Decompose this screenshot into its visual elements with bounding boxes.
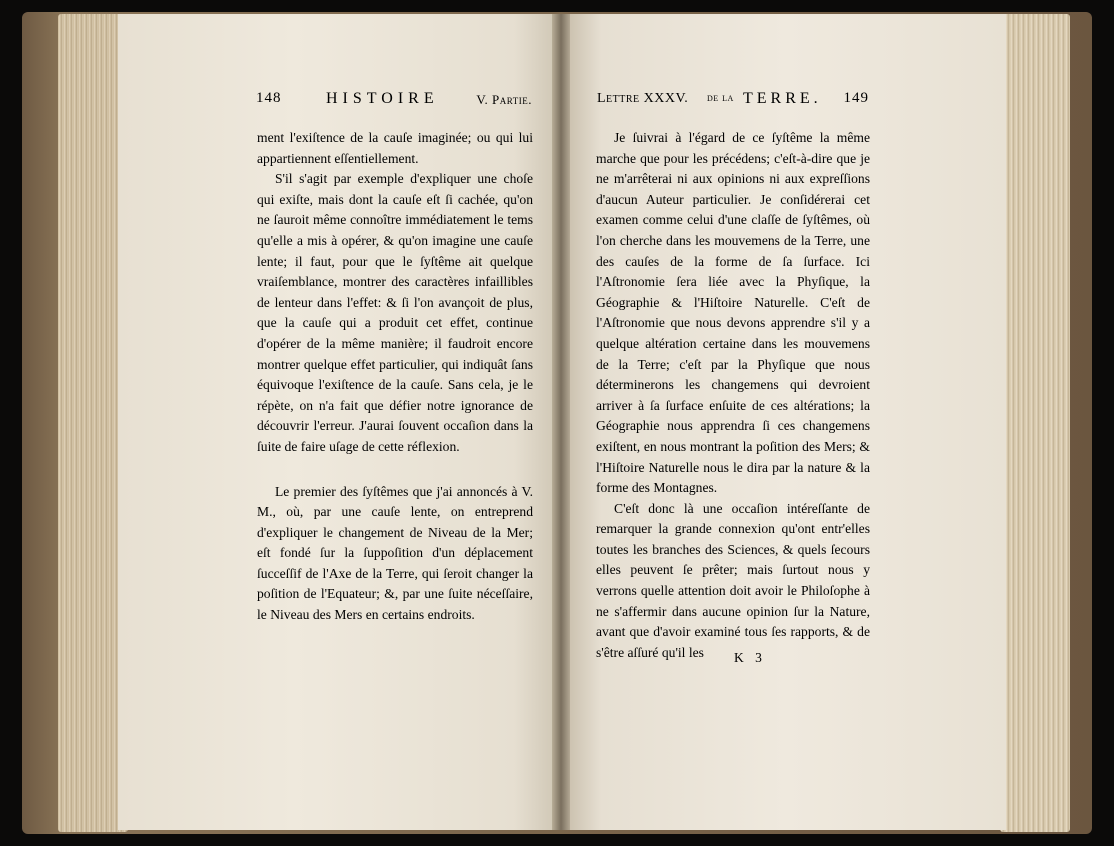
right-running-header bbox=[597, 90, 869, 114]
right-title-article: de la bbox=[707, 90, 734, 104]
left-paragraph-1: ment l'exiſtence de la cauſe imaginée; ou qui lui appartiennent eſſentiellement. bbox=[257, 130, 533, 166]
left-running-header bbox=[256, 90, 532, 114]
left-paragraph-2: S'il s'agit par exemple d'expliquer une choſe qui exiſte, mais dont la cauſe eſt ſi cachée, qu'on ne ſauroit même connoître immédiatement le tems qu'elle a mis à opérer, & qu'on imagine une cauſe lente; il faut, pour que le ſyſtême ait quelque vraiſemblance, montrer des caractères infaillibles de lenteur dans l'effet: & ſi l'on avançoit de plus, que la cauſe qui a produit cet effet, continue d'opérer de la même manière; il faudroit encore montrer quelque effet particulier, qui indiquât ſans équivoque l'exiſtence de la cauſe. Sans cela, je le répète, on n'a fait que défier notre ignorance de découvrir l'erreur. J'aurai ſouvent occaſion dans la ſuite de faire uſage de cette réflexion. bbox=[257, 171, 533, 454]
page-edges-right bbox=[1000, 14, 1070, 832]
left-section-label: V. Partie. bbox=[476, 92, 532, 107]
right-page-text bbox=[596, 128, 870, 663]
right-running-title: TERRE. bbox=[743, 90, 822, 107]
left-paragraph-3: Le premier des ſyſtêmes que j'ai annoncés à V. M., où, par une cauſe lente, on entreprend d'expliquer le changement de Niveau de la Mer; eſt fondé ſur la ſuppoſition d'un déplacement ſucceſſif de l'Axe de la Terre, qui ſeroit changer la poſition de l'Equateur; &, par une ſuite néceſſaire, le Niveau des Mers en certains endroits. bbox=[257, 483, 533, 623]
right-letter-label: Lettre XXXV. bbox=[597, 91, 689, 106]
right-paragraph-1: Je ſuivrai à l'égard de ce ſyſtême la même marche que pour les précédens; c'eſt-à-dire que je ne m'arrêterai ni aux opinions ni aux expreſſions d'aucun Auteur particulier. Je conſidérerai cet examen comme celui d'une claſſe de ſyſtêmes, où l'on cherche dans les mouvemens de la Terre, une des cauſes de la forme de ſa ſurface. Ici l'Aſtronomie ſera liée avec la Phyſique, la Géographie & l'Hiſtoire Naturelle. C'eſt de l'Aſtronomie que nous devons apprendre s'il y a quelque altération certaine dans les mouvemens de la Terre; c'eſt par la Phyſique que nous déterminerons les changemens qui devroient arriver à ſa ſurface enſuite de ces altérations; la Géographie nous apprendra ſi ces changemens exiſtent, en nous montrant la poſition des Mers; & l'Hiſtoire Naturelle nous le dira par la nature & la forme des Montagnes. bbox=[596, 130, 870, 496]
left-page-text bbox=[257, 128, 533, 626]
left-page-number: 148 bbox=[256, 90, 282, 106]
left-running-title: HISTOIRE bbox=[326, 90, 439, 107]
right-page-number: 149 bbox=[843, 90, 869, 106]
book-gutter bbox=[552, 14, 570, 830]
right-paragraph-2: C'eſt donc là une occaſion intéreſſante de remarquer la grande connexion qu'ont entr'elles toutes les branches des Sciences, & quels ſecours elles peuvent ſe prêter; mais ſurtout nous y verrons quelle attention doit avoir le Philoſophe à ne s'affermir dans aucune opinion ſur la Nature, avant que d'avoir examiné tous ſes rapports, & de s'être aſſuré qu'il les bbox=[596, 500, 870, 660]
signature-mark: K 3 bbox=[734, 650, 766, 665]
